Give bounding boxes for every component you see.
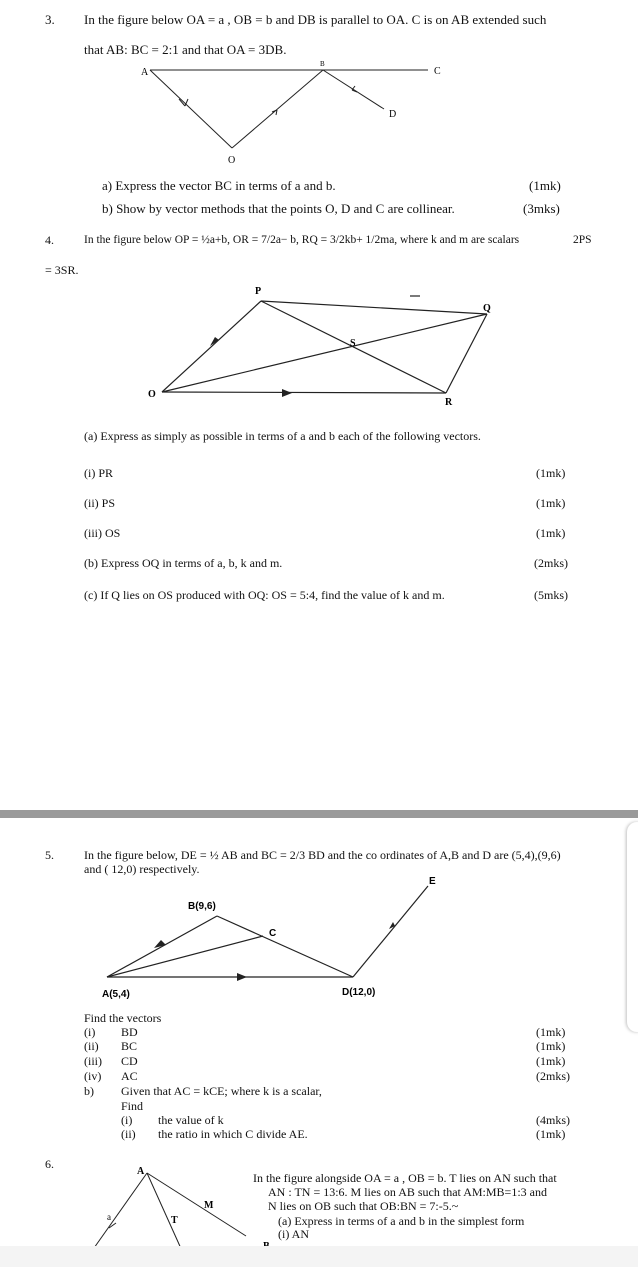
q5-label-e: E [429,876,436,887]
q5-item-1-text: BD [121,1025,138,1039]
q6-text-line-4: (a) Express in terms of a and b in the simplest form [278,1214,525,1228]
q5-item-2-number: (ii) [84,1039,99,1053]
q5-label-d: D(12,0) [342,987,376,998]
q5-item-2-marks: (1mk) [536,1039,566,1053]
q5-find-label-2: Find [121,1099,144,1113]
viewer-bottom-band [0,1246,638,1267]
q5-item-3-text: CD [121,1054,138,1068]
q3-label-a: A [141,67,149,78]
q6-label-a: A [137,1166,145,1177]
q5-line-ab [107,916,217,977]
q5-sub-1-number: (i) [121,1113,133,1127]
q4-number: 4. [45,233,54,247]
q5-sub-1-text: the value of k [158,1113,224,1127]
q3-line-oa [150,70,232,148]
q4-text-line-1-right: 2PS [573,234,592,246]
q3-text-line-2: that AB: BC = 2:1 and that OA = 3DB. [84,42,287,57]
q4-line-or [162,392,446,393]
q6-label-t: T [171,1215,178,1226]
q3-line-ob [232,70,323,148]
q4-label-p: P [255,286,262,297]
q4-line-os [162,314,487,392]
q5-number: 5. [45,848,54,862]
q5-line-bd [217,916,353,977]
q3-label-b: B [320,60,325,68]
q5-figure [0,870,638,1010]
q6-label-m: M [204,1200,214,1211]
q6-text-line-1: In the figure alongside OA = a , OB = b. T lies on AN such that [253,1171,557,1185]
q5-sub-2-text: the ratio in which C divide AE. [158,1127,308,1141]
q4-part-b: (b) Express OQ in terms of a, b, k and m. [84,556,283,570]
q5-item-1-marks: (1mk) [536,1025,566,1039]
q3-part-a-marks: (1mk) [529,178,561,193]
q4-line-op [162,301,261,392]
q3-label-d: D [389,109,397,120]
q4-part-a-iii-marks: (1mk) [536,526,566,540]
q5-part-b-text: Given that AC = kCE; where k is a scalar, [121,1084,322,1098]
q6-text-line-2: AN : TN = 13:6. M lies on AB such that AM:MB=1:3 and [268,1185,547,1199]
q4-part-c-marks: (5mks) [534,588,568,602]
q5-line-de [353,886,428,977]
q4-label-r: R [445,397,453,408]
q6-text-line-5: (i) AN [278,1227,309,1241]
q3-line-bd [323,70,384,109]
q5-arrow-ab [154,940,166,948]
q4-text-line-1: In the figure below OP = ½a+b, OR = 7/2a− b, RQ = 3/2kb+ 1/2ma, where k and m are scalars [84,234,520,246]
q5-sub-1-marks: (4mks) [536,1113,570,1127]
document-page-2 [0,818,638,1267]
q5-part-b-number: b) [84,1084,94,1098]
q5-item-1-number: (i) [84,1025,96,1039]
q4-label-q: Q [483,303,491,314]
q4-line-pq [261,301,487,314]
q5-arrow-ad [237,973,247,981]
q6-text-line-3: N lies on OB such that OB:BN = 7:-5.~ [268,1199,459,1213]
q4-part-a-ii: (ii) PS [84,496,116,510]
viewer-side-panel-tab[interactable] [627,822,638,1032]
q5-item-4-text: AC [121,1069,138,1083]
q3-figure [0,55,638,225]
q6-line-ab [147,1173,246,1236]
q5-sub-2-number: (ii) [121,1127,136,1141]
q4-text-line-2: = 3SR. [45,263,79,277]
q6-number: 6. [45,1157,54,1171]
q5-item-4-marks: (2mks) [536,1069,570,1083]
q4-part-a-intro: (a) Express as simply as possible in terms of a and b each of the following vectors. [84,429,481,443]
q5-label-b: B(9,6) [188,901,216,912]
q4-part-a-ii-marks: (1mk) [536,496,566,510]
q4-part-c: (c) If Q lies on OS produced with OQ: OS = 5:4, find the value of k and m. [84,588,445,602]
q3-part-a: a) Express the vector BC in terms of a and b. [102,178,336,193]
q5-sub-2-marks: (1mk) [536,1127,566,1141]
q4-part-a-i: (i) PR [84,466,114,480]
q5-item-4-number: (iv) [84,1069,102,1083]
q5-text-line-2: and ( 12,0) respectively. [84,862,200,876]
q3-text-line-1: In the figure below OA = a , OB = b and DB is parallel to OA. C is on AB extended such [84,12,547,27]
q3-part-b-marks: (3mks) [523,201,560,216]
q3-label-c: C [434,66,441,77]
q5-label-a: A(5,4) [102,989,130,1000]
q5-item-3-marks: (1mk) [536,1054,566,1068]
q3-label-o: O [228,155,236,166]
q4-part-a-i-marks: (1mk) [536,466,566,480]
q6-line-oa [94,1173,147,1248]
page-separator [0,810,638,818]
q4-arrow-or [282,389,292,397]
q4-figure [0,280,638,420]
q6-label-small-a: a [107,1212,111,1222]
q3-number: 3. [45,12,55,27]
q5-find-label: Find the vectors [84,1011,162,1025]
q5-item-2-text: BC [121,1039,138,1053]
q4-line-rq [446,314,487,393]
q5-text-line-1: In the figure below, DE = ½ AB and BC = 2/3 BD and the co ordinates of A,B and D are (5,4),(9,6) [84,848,561,862]
q4-label-o: O [148,389,156,400]
q5-line-ac [107,936,263,977]
q4-label-s: S [350,338,356,349]
q5-item-3-number: (iii) [84,1054,102,1068]
q4-part-a-iii: (iii) OS [84,526,121,540]
q5-label-c: C [269,928,277,939]
q3-part-b: b) Show by vector methods that the points O, D and C are collinear. [102,201,455,216]
q4-part-b-marks: (2mks) [534,556,568,570]
